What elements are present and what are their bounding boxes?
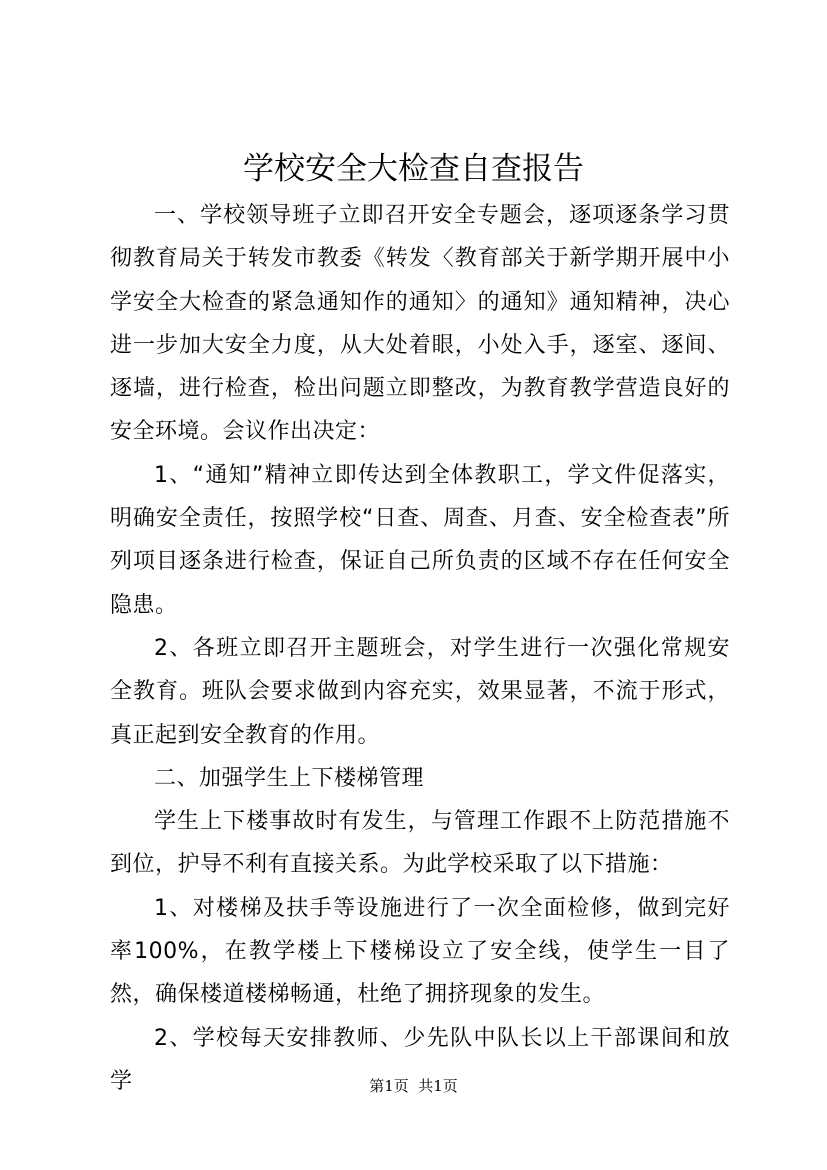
section-heading-stairs: 二、加强学生上下楼梯管理 [154,765,425,791]
paragraph-decision-2: 2、各班立即召开主题班会，对学生进行一次强化常规安全教育。班队会要求做到内容充实，效果显著，不流于形式，真正起到安全教育的作用。 [110,635,730,748]
document-title: 学校安全大检查自查报告 [243,151,584,187]
document-body [110,194,730,1103]
paragraph-measure-1: 1、对楼梯及扶手等设施进行了一次全面检修，做到完好率100%，在教学楼上下楼梯设立了安全线，使学生一目了然，确保楼道楼梯畅通，杜绝了拥挤现象的发生。 [110,895,730,1008]
paragraph-measure-2: 2、学校每天安排教师、少先队中队长以上干部课间和放学 [110,1025,730,1094]
page-footer: 第1页 共1页 [369,1077,458,1095]
paragraph-decision-1: 1、“通知”精神立即传达到全体教职工，学文件促落实，明确安全责任，按照学校“日查、周查、月查、安全检查表”所列项目逐条进行检查，保证自己所负责的区域不存在任何安全隐患。 [110,462,730,618]
paragraph-stairs-intro: 学生上下楼事故时有发生，与管理工作跟不上防范措施不到位，护导不利有直接关系。为此学校采取了以下措施： [110,809,730,878]
paragraph-meeting: 一、学校领导班子立即召开安全专题会，逐项逐条学习贯彻教育局关于转发市教委《转发〈教育部关于新学期开展中小学安全大检查的紧急通知作的通知〉的通知》通知精神，决心进一步加大安全力度，从大处着眼，小处入手，逐室、逐间、逐墙，进行检查，检出问题立即整改，为教育教学营造良好的安全环境。会议作出决定： [110,203,730,445]
